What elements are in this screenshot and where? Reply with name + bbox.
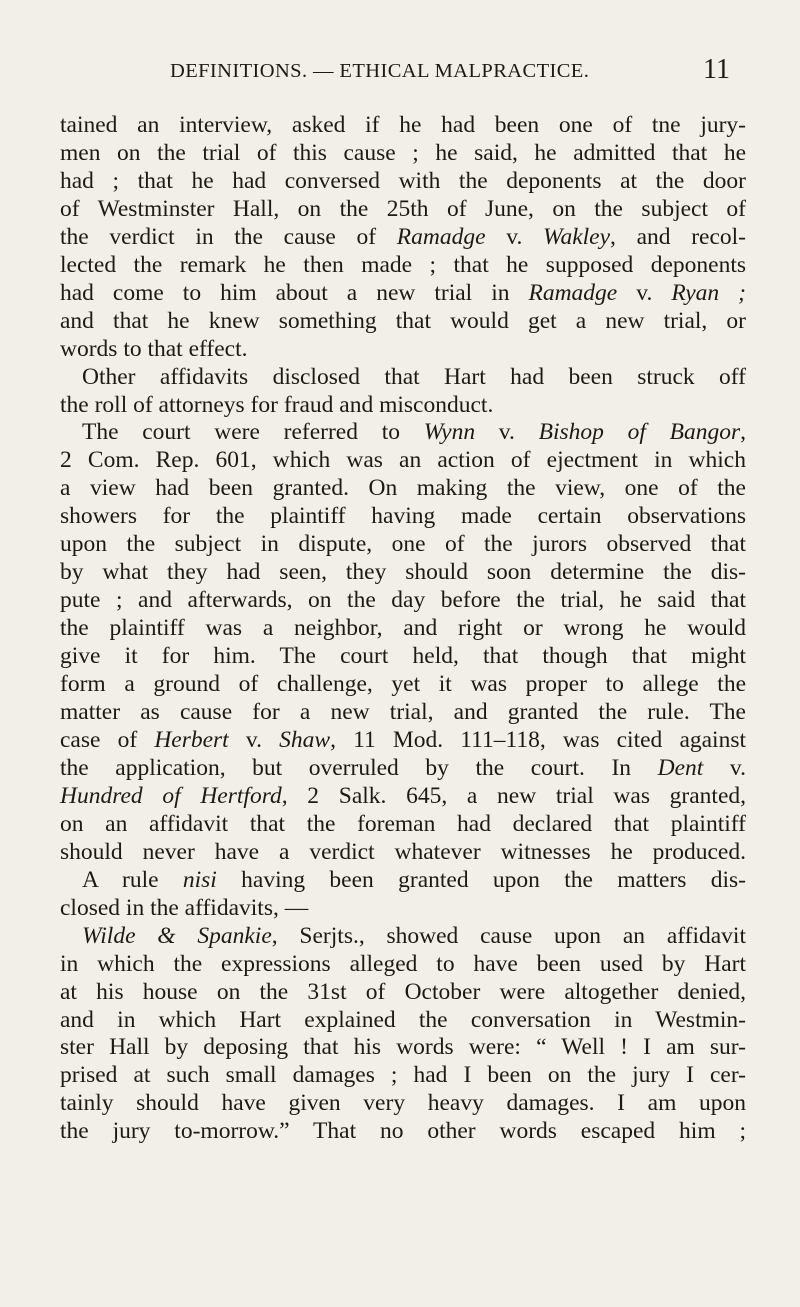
case-name: Ramadge xyxy=(396,223,486,250)
body-text xyxy=(60,112,746,1146)
text-line: a view had been granted. On making the view, one of the xyxy=(60,475,746,502)
text-line xyxy=(60,280,746,308)
text-line: in which the expressions alleged to have been used by Hart xyxy=(60,950,746,977)
text-line: and that he knew something that would get a new trial, or xyxy=(60,307,746,334)
text-line: matter as cause for a new trial, and granted the rule. The xyxy=(60,699,746,726)
case-name: Herbert xyxy=(154,726,229,753)
text-line: by what they had seen, they should soon determine the dis- xyxy=(60,559,746,586)
text-run: A rule xyxy=(82,866,183,893)
text-line: men on the trial of this cause ; he said, he admitted that he xyxy=(60,139,746,166)
text-line: give it for him. The court held, that though that might xyxy=(60,643,746,670)
text-run: the application, but overruled by the court. In xyxy=(60,754,658,781)
case-name: Bishop of Bangor xyxy=(538,419,741,446)
case-name: Hundred of Hertford xyxy=(60,782,282,809)
text-line: words to that effect. xyxy=(60,335,248,362)
case-name: Ramadge xyxy=(528,279,618,306)
text-run: v. xyxy=(703,754,746,781)
text-line: upon the subject in dispute, one of the jurors observed that xyxy=(60,531,746,558)
text-line: the jury to-morrow.” That no other words escaped him ; xyxy=(60,1118,746,1145)
text-run: v. xyxy=(475,419,539,446)
text-line xyxy=(60,783,746,811)
text-run: , xyxy=(740,419,746,446)
text-run: , and recol- xyxy=(610,223,746,250)
text-line: Other affidavits disclosed that Hart had been struck off xyxy=(82,363,746,390)
case-name: Shaw xyxy=(279,726,331,753)
case-name: Wakley xyxy=(543,223,611,250)
text-line: 2 Com. Rep. 601, which was an action of ejectment in which xyxy=(60,447,746,474)
text-run: , Serjts., showed cause upon an affidavit xyxy=(271,922,746,949)
text-line: tainly should have given very heavy damages. I am upon xyxy=(60,1090,746,1117)
text-line: showers for the plaintiff having made certain observations xyxy=(60,503,746,530)
text-line xyxy=(60,727,746,755)
text-run: , 2 Salk. 645, a new trial was granted, xyxy=(281,782,747,809)
text-run: having been granted upon the matters dis- xyxy=(216,866,746,893)
text-run: v. xyxy=(228,726,280,753)
text-line: form a ground of challenge, yet it was proper to allege the xyxy=(60,671,746,698)
text-line xyxy=(60,755,746,783)
text-line xyxy=(60,419,746,447)
text-run: the verdict in the cause of xyxy=(60,223,397,250)
text-line: lected the remark he then made ; that he supposed deponents xyxy=(60,251,746,278)
text-line: had ; that he had conversed with the deponents at the door xyxy=(60,167,746,194)
text-run: case of xyxy=(60,726,155,753)
text-line: the roll of attorneys for fraud and misconduct. xyxy=(60,391,494,418)
text-run: , 11 Mod. 111–118, was cited against xyxy=(330,726,747,753)
text-line xyxy=(60,923,746,951)
text-line: prised at such small damages ; had I been on the jury I cer- xyxy=(60,1062,746,1089)
text-line: the plaintiff was a neighbor, and right or wrong he would xyxy=(60,615,746,642)
text-line: of Westminster Hall, on the 25th of June, on the subject of xyxy=(60,195,746,222)
text-line: tained an interview, asked if he had been one of tne jury- xyxy=(60,112,746,138)
text-run: v. xyxy=(485,223,544,250)
latin-term: nisi xyxy=(182,866,217,893)
running-title: DEFINITIONS. — ETHICAL MALPRACTICE. xyxy=(170,60,590,82)
page-number: 11 xyxy=(703,54,730,85)
text-run: The court were referred to xyxy=(82,419,424,446)
text-run: v. xyxy=(617,279,672,306)
case-name: Ryan ; xyxy=(671,279,746,306)
text-line: closed in the affidavits, — xyxy=(60,894,309,921)
text-run: had come to him about a new trial in xyxy=(60,279,529,306)
text-line: should never have a verdict whatever witnesses he produced. xyxy=(60,838,746,865)
text-line: ster Hall by deposing that his words were: “ Well ! I am sur- xyxy=(60,1034,746,1061)
text-line xyxy=(60,867,746,895)
text-line: and in which Hart explained the conversation in Westmin- xyxy=(60,1006,746,1033)
case-name: Dent xyxy=(657,754,704,781)
text-line xyxy=(60,224,746,252)
counsel-names: Wilde & Spankie xyxy=(82,922,272,949)
text-line: on an affidavit that the foreman had declared that plaintiff xyxy=(60,810,746,837)
case-name: Wynn xyxy=(423,419,476,446)
running-head xyxy=(60,54,730,92)
text-line: at his house on the 31st of October were altogether denied, xyxy=(60,978,746,1005)
text-line: pute ; and afterwards, on the day before the trial, he said that xyxy=(60,587,746,614)
